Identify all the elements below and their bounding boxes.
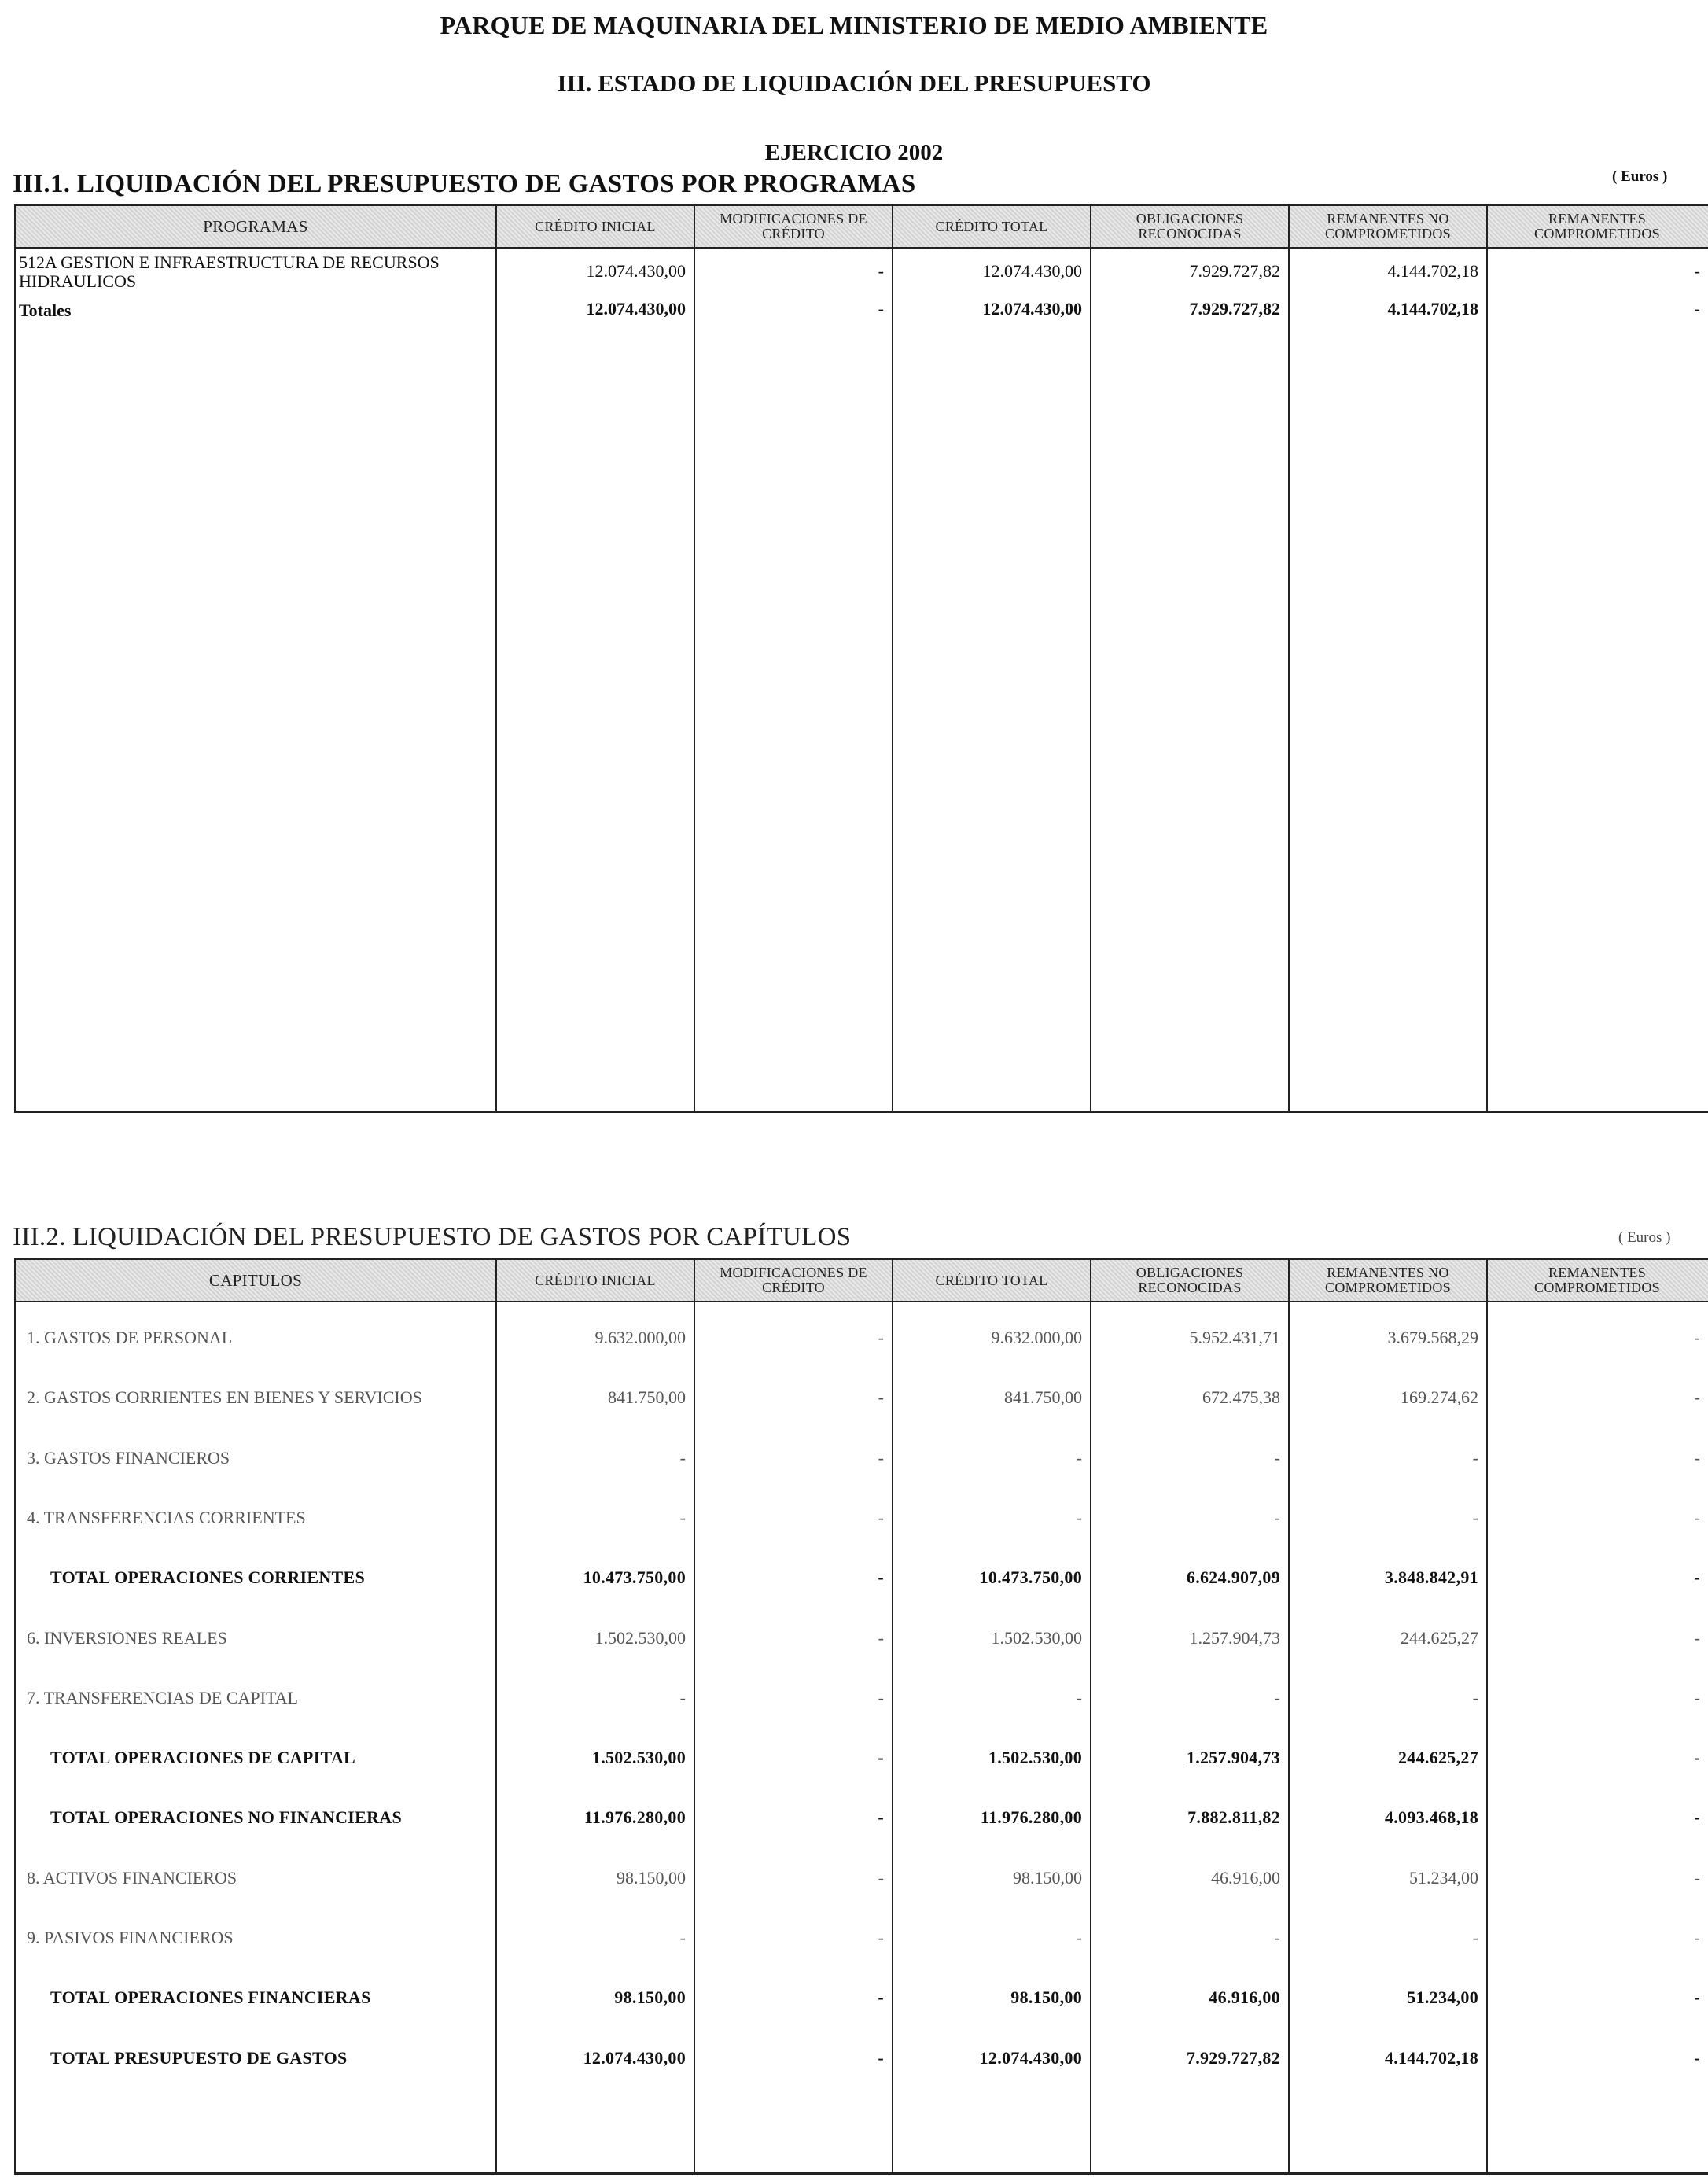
credito-inicial-value: 9.632.000,00	[594, 1328, 686, 1347]
credito-total-value: -	[1076, 1928, 1082, 1947]
chapter-total-label: TOTAL PRESUPUESTO DE GASTOS	[50, 2048, 348, 2068]
section-1-title: III.1. LIQUIDACIÓN DEL PRESUPUESTO DE GASTOS POR PROGRAMAS	[13, 170, 916, 198]
modificaciones-total: -	[878, 299, 884, 319]
col-header-credito-total: CRÉDITO TOTAL	[935, 1272, 1048, 1288]
remanentes-no-value: 51.234,00	[1407, 1987, 1478, 2007]
col-header-remanentes: REMANENTES COMPROMETIDOS	[1534, 211, 1660, 241]
credito-inicial-value: -	[679, 1928, 686, 1947]
credito-total-value: 12.074.430,00	[982, 261, 1082, 281]
credito-total-value: 12.074.430,00	[979, 2048, 1082, 2068]
obligaciones-value: 7.929.727,82	[1189, 261, 1280, 281]
remanentes-value: -	[1694, 1928, 1700, 1947]
credito-total-total: 12.074.430,00	[982, 299, 1082, 319]
col-header-credito-total: CRÉDITO TOTAL	[935, 218, 1048, 234]
column-divider	[495, 206, 497, 1111]
chapter-label: 4. TRANSFERENCIAS CORRIENTES	[27, 1508, 306, 1527]
remanentes-no-value: -	[1472, 1448, 1478, 1468]
chapter-total-label: TOTAL OPERACIONES FINANCIERAS	[50, 1987, 371, 2007]
column-divider	[892, 206, 893, 1111]
remanentes-value: -	[1694, 1448, 1700, 1468]
remanentes-no-value: 3.848.842,91	[1384, 1567, 1478, 1587]
credito-inicial-value: 98.150,00	[614, 1987, 686, 2007]
remanentes-no-value: -	[1472, 1928, 1478, 1947]
remanentes-value: -	[1694, 2048, 1700, 2068]
credito-total-value: 11.976.280,00	[980, 1807, 1082, 1827]
document-subtitle: III. ESTADO DE LIQUIDACIÓN DEL PRESUPUESTO	[557, 69, 1151, 97]
modificaciones-value: -	[878, 1987, 884, 2007]
modificaciones-value: -	[878, 1387, 884, 1407]
modificaciones-value: -	[878, 1628, 884, 1648]
obligaciones-value: 6.624.907,09	[1186, 1567, 1280, 1587]
credito-inicial-value: 98.150,00	[617, 1868, 686, 1888]
remanentes-no-value: -	[1472, 1688, 1478, 1707]
section-2-title: III.2. LIQUIDACIÓN DEL PRESUPUESTO DE GASTOS POR CAPÍTULOS	[13, 1223, 852, 1251]
chapter-total-label: TOTAL OPERACIONES CORRIENTES	[50, 1567, 366, 1587]
chapter-label: 1. GASTOS DE PERSONAL	[27, 1328, 233, 1347]
obligaciones-value: 1.257.904,73	[1189, 1628, 1280, 1648]
remanentes-value: -	[1694, 1807, 1700, 1827]
programs-table	[14, 204, 1708, 1113]
remanentes-no-total: 4.144.702,18	[1387, 299, 1478, 319]
section-1-units: ( Euros )	[1612, 168, 1668, 185]
chapter-total-label: TOTAL OPERACIONES DE CAPITAL	[50, 1748, 355, 1767]
chapter-label: 6. INVERSIONES REALES	[27, 1628, 227, 1648]
credito-inicial-value: 11.976.280,00	[583, 1807, 686, 1827]
obligaciones-total: 7.929.727,82	[1189, 299, 1280, 319]
remanentes-value: -	[1694, 1387, 1700, 1407]
obligaciones-value: -	[1274, 1688, 1280, 1707]
col-header-remanentes: REMANENTES COMPROMETIDOS	[1534, 1265, 1660, 1295]
col-header-remanentes-no: REMANENTES NO COMPROMETIDOS	[1325, 211, 1451, 241]
col-header-obligaciones: OBLIGACIONES RECONOCIDAS	[1136, 1265, 1244, 1295]
remanentes-value: -	[1694, 1748, 1700, 1767]
remanentes-value: -	[1694, 1328, 1700, 1347]
remanentes-no-value: 244.625,27	[1401, 1628, 1478, 1648]
remanentes-no-value: 4.144.702,18	[1387, 261, 1478, 281]
col-header-modificaciones: MODIFICACIONES DE CRÉDITO	[720, 1265, 867, 1295]
column-divider	[1090, 206, 1091, 1111]
obligaciones-value: 5.952.431,71	[1189, 1328, 1280, 1347]
remanentes-no-value: 3.679.568,29	[1387, 1328, 1478, 1347]
document-title: PARQUE DE MAQUINARIA DEL MINISTERIO DE MEDIO AMBIENTE	[440, 11, 1268, 39]
remanentes-value: -	[1694, 1987, 1700, 2007]
column-divider	[694, 206, 695, 1111]
remanentes-no-value: 4.144.702,18	[1384, 2048, 1478, 2068]
credito-total-value: 1.502.530,00	[988, 1748, 1082, 1767]
chapter-label: 3. GASTOS FINANCIEROS	[27, 1448, 230, 1468]
credito-total-value: -	[1076, 1688, 1082, 1707]
modificaciones-value: -	[878, 2048, 884, 2068]
chapters-table	[14, 1258, 1708, 2175]
modificaciones-value: -	[878, 261, 884, 281]
modificaciones-value: -	[878, 1328, 884, 1347]
totals-label: Totales	[19, 300, 72, 320]
credito-total-value: 1.502.530,00	[991, 1628, 1082, 1648]
remanentes-no-value: 4.093.468,18	[1384, 1807, 1478, 1827]
fiscal-year: EJERCICIO 2002	[764, 140, 944, 165]
chapters-table-header	[16, 1260, 1708, 1302]
credito-total-value: 10.473.750,00	[979, 1567, 1082, 1587]
obligaciones-value: 7.929.727,82	[1186, 2048, 1280, 2068]
remanentes-value: -	[1694, 1567, 1700, 1587]
section-2-units: ( Euros )	[1618, 1229, 1671, 1246]
chapter-total-label: TOTAL OPERACIONES NO FINANCIERAS	[50, 1807, 403, 1827]
column-divider	[1486, 206, 1488, 1111]
chapter-label: 9. PASIVOS FINANCIEROS	[27, 1928, 234, 1947]
col-header-modificaciones: MODIFICACIONES DE CRÉDITO	[720, 211, 867, 241]
credito-inicial-value: -	[679, 1688, 686, 1707]
remanentes-total: -	[1694, 299, 1700, 319]
remanentes-value: -	[1694, 1688, 1700, 1707]
credito-total-value: -	[1076, 1448, 1082, 1468]
credito-inicial-value: 12.074.430,00	[583, 2048, 686, 2068]
modificaciones-value: -	[878, 1748, 884, 1767]
credito-total-value: 98.150,00	[1010, 1987, 1082, 2007]
credito-inicial-value: 1.502.530,00	[594, 1628, 686, 1648]
remanentes-no-value: 51.234,00	[1409, 1868, 1478, 1888]
program-name: 512A GESTION E INFRAESTRUCTURA DE RECURSOS HIDRAULICOS	[19, 252, 440, 291]
modificaciones-value: -	[878, 1508, 884, 1527]
column-divider	[1288, 206, 1290, 1111]
chapter-label: 7. TRANSFERENCIAS DE CAPITAL	[27, 1688, 298, 1707]
obligaciones-value: -	[1274, 1508, 1280, 1527]
obligaciones-value: -	[1274, 1448, 1280, 1468]
obligaciones-value: 46.916,00	[1211, 1868, 1280, 1888]
col-header-capitulos: CAPITULOS	[208, 1270, 303, 1290]
credito-total-value: 9.632.000,00	[991, 1328, 1082, 1347]
credito-total-value: -	[1076, 1508, 1082, 1527]
remanentes-value: -	[1694, 1628, 1700, 1648]
modificaciones-value: -	[878, 1688, 884, 1707]
remanentes-no-value: -	[1472, 1508, 1478, 1527]
modificaciones-value: -	[878, 1448, 884, 1468]
credito-inicial-value: 10.473.750,00	[583, 1567, 686, 1587]
credito-inicial-value: 12.074.430,00	[586, 261, 686, 281]
remanentes-value: -	[1694, 1508, 1700, 1527]
col-header-obligaciones: OBLIGACIONES RECONOCIDAS	[1136, 211, 1244, 241]
col-header-credito-inicial: CRÉDITO INICIAL	[535, 218, 656, 234]
obligaciones-value: 7.882.811,82	[1187, 1807, 1280, 1827]
modificaciones-value: -	[878, 1807, 884, 1827]
obligaciones-value: 1.257.904,73	[1186, 1748, 1280, 1767]
credito-total-value: 98.150,00	[1013, 1868, 1082, 1888]
modificaciones-value: -	[878, 1928, 884, 1947]
credito-inicial-total: 12.074.430,00	[586, 299, 686, 319]
credito-inicial-value: 841.750,00	[608, 1387, 686, 1407]
obligaciones-value: 46.916,00	[1209, 1987, 1280, 2007]
modificaciones-value: -	[878, 1868, 884, 1888]
credito-inicial-value: 1.502.530,00	[591, 1748, 686, 1767]
col-header-remanentes-no: REMANENTES NO COMPROMETIDOS	[1325, 1265, 1451, 1295]
modificaciones-value: -	[878, 1567, 884, 1587]
credito-total-value: 841.750,00	[1004, 1387, 1082, 1407]
programs-table-header	[16, 206, 1708, 249]
remanentes-no-value: 169.274,62	[1401, 1387, 1478, 1407]
credito-inicial-value: -	[679, 1508, 686, 1527]
chapter-label: 2. GASTOS CORRIENTES EN BIENES Y SERVICIOS	[27, 1387, 422, 1407]
remanentes-value: -	[1694, 261, 1700, 281]
obligaciones-value: -	[1274, 1928, 1280, 1947]
obligaciones-value: 672.475,38	[1202, 1387, 1280, 1407]
credito-inicial-value: -	[679, 1448, 686, 1468]
col-header-credito-inicial: CRÉDITO INICIAL	[535, 1272, 656, 1288]
remanentes-no-value: 244.625,27	[1398, 1748, 1478, 1767]
col-header-programas: PROGRAMAS	[203, 216, 308, 236]
chapter-label: 8. ACTIVOS FINANCIEROS	[27, 1868, 237, 1888]
remanentes-value: -	[1694, 1868, 1700, 1888]
